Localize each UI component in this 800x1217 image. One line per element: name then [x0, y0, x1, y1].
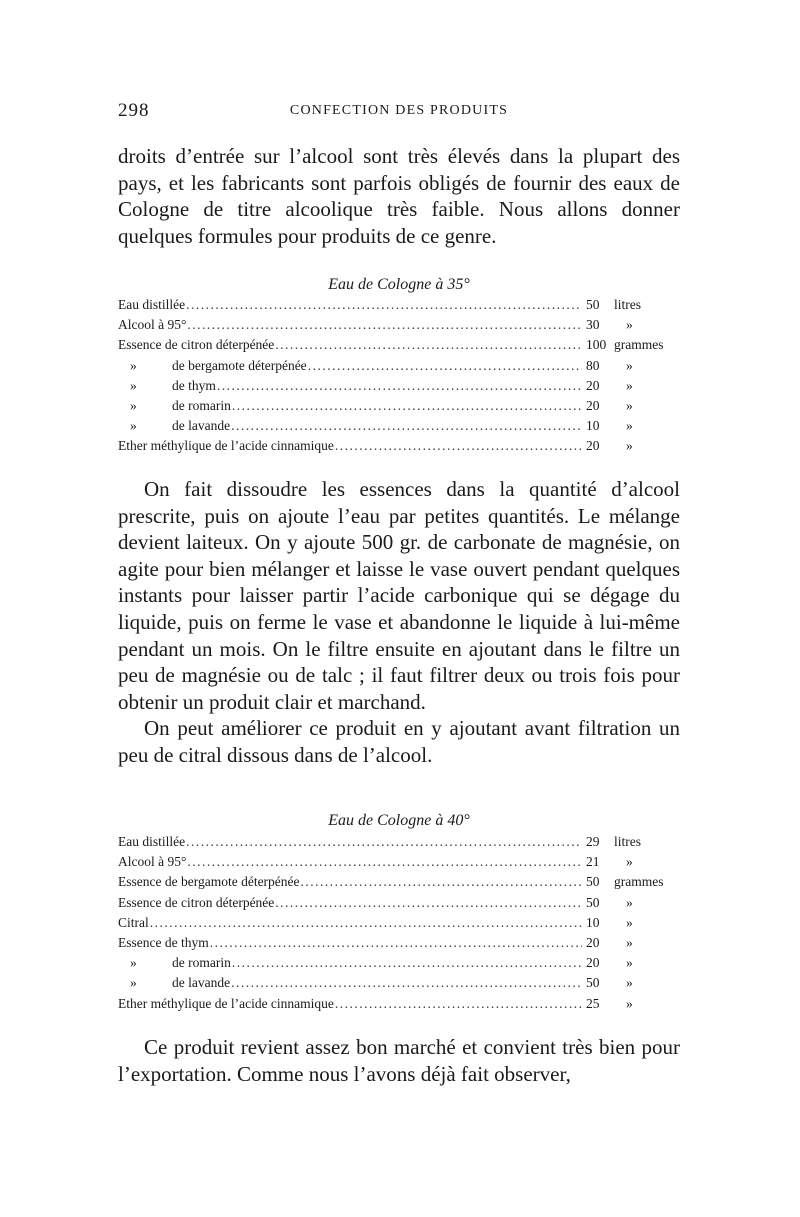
ingredient-quantity: 50	[586, 297, 600, 312]
ingredient-name: de bergamote déterpénée	[172, 357, 307, 373]
dot-leader	[275, 337, 582, 353]
table1-title: Eau de Cologne à 35°	[328, 276, 470, 293]
ingredient-quantity: 20	[586, 397, 600, 413]
table-row	[118, 438, 680, 458]
ingredient-unit: »	[626, 894, 633, 910]
ingredient-name: de lavande	[172, 975, 231, 991]
ingredient-quantity: 20	[586, 955, 600, 971]
dot-leader	[308, 358, 582, 374]
dot-leader	[150, 915, 582, 931]
ingredient-quantity: 29	[586, 834, 600, 849]
page-number: 298	[118, 100, 150, 121]
ditto-mark: »	[130, 397, 137, 413]
ingredient-unit: »	[626, 377, 633, 393]
ingredient-name: Alcool à 95°	[118, 317, 187, 333]
ingredient-unit: litres	[614, 834, 641, 849]
ingredient-unit: »	[626, 397, 633, 413]
ingredient-unit: »	[626, 357, 633, 373]
dot-leader	[232, 398, 582, 414]
ingredient-label	[118, 915, 149, 931]
ingredient-label	[118, 935, 209, 951]
paragraph-text: On peut améliorer ce produit en y ajoutant avant filtration un peu de citral dissous dans de l’alcool.	[118, 716, 680, 767]
dot-leader	[232, 955, 582, 971]
table-row	[118, 297, 680, 317]
ingredient-quantity: 25	[586, 995, 600, 1011]
ingredient-label	[118, 834, 185, 850]
ingredient-label	[118, 438, 334, 454]
dot-leader	[186, 834, 582, 850]
table-row	[118, 915, 680, 935]
ingredient-label	[118, 895, 274, 911]
ingredient-unit: grammes	[614, 874, 664, 890]
ingredient-name: de romarin	[172, 397, 231, 413]
ingredient-quantity: 10	[586, 914, 600, 930]
ingredient-quantity: 50	[586, 874, 600, 890]
ingredient-name: Citral	[118, 914, 149, 930]
ingredient-quantity: 20	[586, 377, 600, 393]
ingredient-quantity: 20	[586, 438, 600, 454]
ingredient-name: de romarin	[172, 955, 231, 971]
ingredient-unit: »	[626, 418, 633, 434]
dot-leader	[187, 317, 582, 333]
ingredient-unit: »	[626, 914, 633, 930]
ingredient-unit: »	[626, 317, 633, 333]
dot-leader	[217, 378, 582, 394]
ditto-mark: »	[130, 418, 137, 434]
formula-table-40	[118, 834, 680, 1016]
ditto-mark: »	[130, 975, 137, 991]
table-row	[118, 337, 680, 357]
ingredient-quantity: 50	[586, 975, 600, 991]
table-row	[118, 854, 680, 874]
dot-leader	[335, 438, 582, 454]
table-row	[118, 975, 680, 995]
paragraph-text: On fait dissoudre les essences dans la quantité d’alcool prescrite, puis on ajoute l’eau par petites quantités. Le mélange devient laiteux. On y ajoute 500 gr. de carbonate de magnésie, on agite pour bien mélanger et laisse le vase ouvert pendant quelques instants pour laisser partir l’acide carbonique qui se dégage du liquide, puis on ferme le vase et abandonne le liquide à lui-même pendant un mois. On le filtre ensuite en ajoutant dans le filtre un peu de magnésie ou de talc ; il faut filtrer deux ou trois fois pour obtenir un produit clair et marchand.	[118, 477, 680, 714]
ingredient-label	[118, 418, 230, 434]
paragraph-text: droits d’entrée sur l’alcool sont très élevés dans la plupart des pays, et les fabricants sont parfois obligés de fournir des eaux de Cologne de titre alcoolique très faible. Nous allons donner quelques formules pour produits de ce genre.	[118, 144, 680, 248]
ingredient-quantity: 80	[586, 357, 600, 373]
ditto-mark: »	[130, 377, 137, 393]
dot-leader	[301, 874, 582, 890]
ingredient-unit: »	[626, 854, 633, 870]
ingredient-label	[118, 358, 307, 374]
table-row	[118, 317, 680, 337]
ingredient-label	[118, 317, 186, 333]
table-row	[118, 955, 680, 975]
ingredient-quantity: 10	[586, 418, 600, 434]
table-row	[118, 418, 680, 438]
dot-leader	[231, 975, 582, 991]
ingredient-unit: litres	[614, 297, 641, 312]
ingredient-quantity: 30	[586, 317, 600, 333]
paragraph-conclusion	[118, 1034, 680, 1087]
running-head: CONFECTION DES PRODUITS	[289, 103, 509, 118]
table-row	[118, 935, 680, 955]
ingredient-label	[118, 337, 274, 353]
table-row	[118, 834, 680, 854]
ingredient-name: Alcool à 95°	[118, 854, 187, 870]
table2-title: Eau de Cologne à 40°	[328, 812, 470, 829]
ingredient-name: Essence de thym	[118, 934, 209, 950]
dot-leader	[187, 854, 582, 870]
ingredient-unit: »	[626, 934, 633, 950]
ingredient-unit: »	[626, 438, 633, 454]
paragraph-intro	[118, 143, 680, 249]
ingredient-name: de thym	[172, 377, 216, 393]
table-row	[118, 378, 680, 398]
ingredient-name: Essence de bergamote déterpénée	[118, 874, 300, 890]
ingredient-name: Eau distillée	[118, 297, 186, 312]
ingredient-quantity: 100	[586, 337, 607, 353]
ingredient-name: Eau distillée	[118, 834, 186, 849]
ingredient-label	[118, 378, 216, 394]
table-row	[118, 996, 680, 1016]
ingredient-label	[118, 874, 300, 890]
dot-leader	[335, 996, 582, 1012]
ingredient-unit: »	[626, 975, 633, 991]
table-row	[118, 398, 680, 418]
formula-table-35	[118, 297, 680, 459]
ditto-mark: »	[130, 955, 137, 971]
ingredient-quantity: 21	[586, 854, 600, 870]
ingredient-quantity: 50	[586, 894, 600, 910]
ingredient-label	[118, 297, 185, 313]
ditto-mark: »	[130, 357, 137, 373]
ingredient-name: Ether méthylique de l’acide cinnamique	[118, 438, 334, 454]
ingredient-unit: grammes	[614, 337, 664, 353]
ingredient-unit: »	[626, 995, 633, 1011]
ingredient-quantity: 20	[586, 934, 600, 950]
ingredient-unit: »	[626, 955, 633, 971]
ingredient-name: de lavande	[172, 418, 231, 434]
ingredient-label	[118, 955, 231, 971]
table-row	[118, 358, 680, 378]
ingredient-label	[118, 975, 230, 991]
table-row	[118, 874, 680, 894]
paragraph-text: Ce produit revient assez bon marché et convient très bien pour l’exportation. Comme nous l’avons déjà fait observer,	[118, 1035, 680, 1086]
dot-leader	[186, 297, 582, 313]
ingredient-label	[118, 996, 334, 1012]
ingredient-name: Essence de citron déterpénée	[118, 337, 275, 353]
ingredient-name: Ether méthylique de l’acide cinnamique	[118, 995, 334, 1011]
dot-leader	[275, 895, 582, 911]
ingredient-name: Essence de citron déterpénée	[118, 894, 275, 910]
paragraph-method	[118, 476, 680, 769]
ingredient-label	[118, 398, 231, 414]
page-header	[118, 100, 680, 124]
ingredient-label	[118, 854, 186, 870]
table-row	[118, 895, 680, 915]
dot-leader	[231, 418, 582, 434]
dot-leader	[210, 935, 582, 951]
